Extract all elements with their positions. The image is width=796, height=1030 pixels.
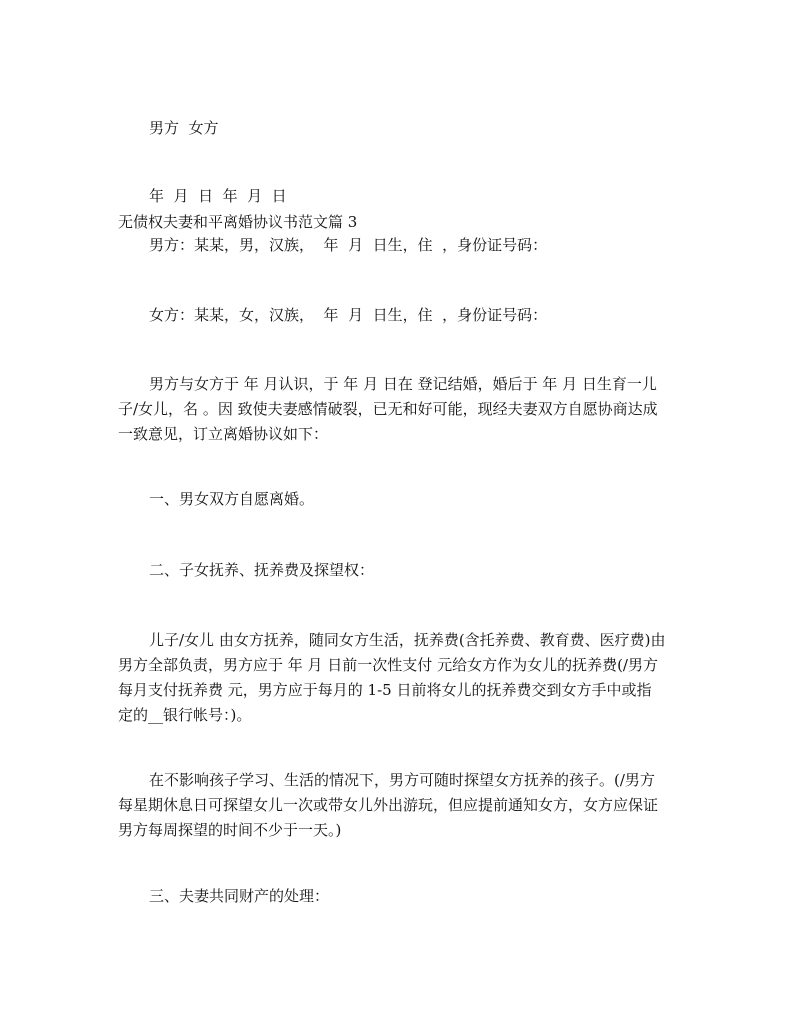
intro-paragraph: 男方与女方于 年 月认识，于 年 月 日在 登记结婚，婚后于 年 月 日生育一儿子/女儿，名 。因 致使夫妻感情破裂，已无和好可能，现经夫妻双方自愿协商达成一致意见，订立离婚协议如下：	[118, 375, 658, 443]
clause-3-heading: 三、夫妻共同财产的处理：	[149, 887, 330, 905]
clause-1: 一、男女双方自愿离婚。	[149, 490, 315, 508]
visitation-paragraph: 在不影响孩子学习、生活的情况下，男方可随时探望女方抚养的孩子。(/男方每星期休息日可探望女儿一次或带女儿外出游玩，但应提前通知女方，女方应保证男方每周探望的时间不少于一天。)	[118, 771, 659, 839]
clause-2-heading: 二、子女抚养、抚养费及探望权：	[149, 561, 375, 579]
signature-line: 男方 女方	[149, 119, 219, 137]
date-line: 年 月 日 年 月 日	[149, 187, 287, 205]
husband-info: 男方：某某，男，汉族， 年 月 日生，住 ，身份证号码：	[149, 236, 548, 254]
wife-info: 女方：某某，女，汉族， 年 月 日生，住 ，身份证号码：	[149, 306, 548, 324]
custody-paragraph: 儿子/女儿 由女方抚养，随同女方生活，抚养费(含托养费、教育费、医疗费)由男方全部负责，男方应于 年 月 日前一次性支付 元给女方作为女儿的抚养费(/男方每月支付抚养费 元，男方应于每月的 1-5 日前将女儿的抚养费交到女方手中或指定的__银行帐号：)。	[118, 631, 666, 724]
document-title: 无债权夫妻和平离婚协议书范文篇 3	[118, 213, 358, 231]
